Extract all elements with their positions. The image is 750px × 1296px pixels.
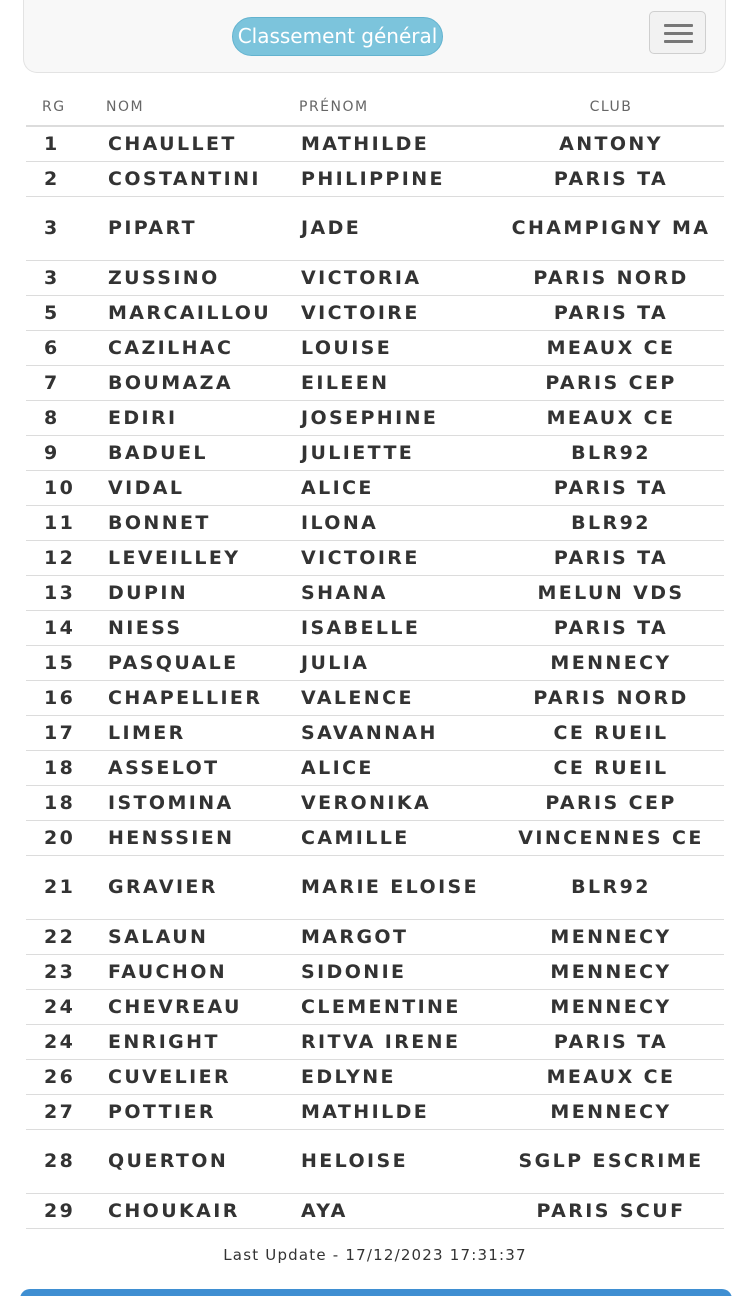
table-header-row <box>26 88 724 126</box>
club-cell: PARIS SCUF <box>498 1193 724 1228</box>
nom-cell: ISTOMINA <box>96 785 293 820</box>
nom-cell: SALAUN <box>96 919 293 954</box>
nom-cell: BONNET <box>96 505 293 540</box>
rank-cell: 22 <box>26 919 96 954</box>
prenom-cell: ALICE <box>293 750 498 785</box>
rank-cell: 3 <box>26 196 96 260</box>
club-cell: PARIS TA <box>498 540 724 575</box>
table-row <box>26 260 724 295</box>
nom-cell: HENSSIEN <box>96 820 293 855</box>
table-row <box>26 1024 724 1059</box>
nom-cell: DUPIN <box>96 575 293 610</box>
table-row <box>26 954 724 989</box>
nom-cell: ENRIGHT <box>96 1024 293 1059</box>
hamburger-icon <box>664 24 693 27</box>
hamburger-icon-line <box>664 40 693 43</box>
prenom-cell: VICTORIA <box>293 260 498 295</box>
club-cell: MEAUX CE <box>498 330 724 365</box>
club-cell: MELUN VDS <box>498 575 724 610</box>
prenom-cell: EILEEN <box>293 365 498 400</box>
prenom-cell: JADE <box>293 196 498 260</box>
rank-cell: 21 <box>26 855 96 919</box>
club-cell: PARIS TA <box>498 610 724 645</box>
top-navbar <box>23 0 726 73</box>
club-cell: MENNECY <box>498 919 724 954</box>
nom-cell: CHEVREAU <box>96 989 293 1024</box>
club-cell: PARIS TA <box>498 470 724 505</box>
table-body <box>26 126 724 1228</box>
rank-cell: 27 <box>26 1094 96 1129</box>
prenom-cell: VALENCE <box>293 680 498 715</box>
table-row <box>26 126 724 161</box>
table-row <box>26 505 724 540</box>
table-row <box>26 575 724 610</box>
table-row <box>26 161 724 196</box>
nom-cell: VIDAL <box>96 470 293 505</box>
nom-cell: EDIRI <box>96 400 293 435</box>
table-row <box>26 785 724 820</box>
table-row <box>26 1129 724 1193</box>
rank-cell: 3 <box>26 260 96 295</box>
table-row <box>26 1059 724 1094</box>
table-row <box>26 196 724 260</box>
prenom-cell: AYA <box>293 1193 498 1228</box>
club-cell: MENNECY <box>498 1094 724 1129</box>
prenom-cell: SIDONIE <box>293 954 498 989</box>
rank-cell: 9 <box>26 435 96 470</box>
prenom-cell: CAMILLE <box>293 820 498 855</box>
table-row <box>26 680 724 715</box>
prenom-cell: RITVA IRENE <box>293 1024 498 1059</box>
table-row <box>26 435 724 470</box>
nom-cell: COSTANTINI <box>96 161 293 196</box>
table-row <box>26 295 724 330</box>
club-cell: PARIS CEP <box>498 785 724 820</box>
prenom-cell: SAVANNAH <box>293 715 498 750</box>
prenom-cell: CLEMENTINE <box>293 989 498 1024</box>
club-cell: BLR92 <box>498 435 724 470</box>
nom-cell: NIESS <box>96 610 293 645</box>
header-prenom: PRÉNOM <box>293 88 498 126</box>
prenom-cell: MARIE ELOISE <box>293 855 498 919</box>
rank-cell: 28 <box>26 1129 96 1193</box>
classement-general-button[interactable]: Classement général <box>232 17 443 56</box>
club-cell: BLR92 <box>498 505 724 540</box>
rank-cell: 29 <box>26 1193 96 1228</box>
ranking-table <box>26 88 724 1229</box>
table-row <box>26 1094 724 1129</box>
prenom-cell: VERONIKA <box>293 785 498 820</box>
nom-cell: CHAPELLIER <box>96 680 293 715</box>
rank-cell: 10 <box>26 470 96 505</box>
table-row <box>26 470 724 505</box>
club-cell: MENNECY <box>498 989 724 1024</box>
nom-cell: CHAULLET <box>96 126 293 161</box>
table-row <box>26 855 724 919</box>
prenom-cell: MATHILDE <box>293 1094 498 1129</box>
table-row <box>26 645 724 680</box>
club-cell: BLR92 <box>498 855 724 919</box>
prenom-cell: ISABELLE <box>293 610 498 645</box>
nom-cell: LEVEILLEY <box>96 540 293 575</box>
prenom-cell: EDLYNE <box>293 1059 498 1094</box>
table-row <box>26 540 724 575</box>
prenom-cell: JOSEPHINE <box>293 400 498 435</box>
rank-cell: 2 <box>26 161 96 196</box>
prenom-cell: JULIA <box>293 645 498 680</box>
prenom-cell: HELOISE <box>293 1129 498 1193</box>
nom-cell: BADUEL <box>96 435 293 470</box>
table-row <box>26 400 724 435</box>
nom-cell: BOUMAZA <box>96 365 293 400</box>
prenom-cell: JULIETTE <box>293 435 498 470</box>
club-cell: CE RUEIL <box>498 750 724 785</box>
prenom-cell: VICTOIRE <box>293 295 498 330</box>
rank-cell: 24 <box>26 989 96 1024</box>
rank-cell: 18 <box>26 750 96 785</box>
club-cell: ANTONY <box>498 126 724 161</box>
nom-cell: LIMER <box>96 715 293 750</box>
prenom-cell: ILONA <box>293 505 498 540</box>
rank-cell: 6 <box>26 330 96 365</box>
header-rank: RG <box>26 88 96 126</box>
table-row <box>26 820 724 855</box>
club-cell: PARIS NORD <box>498 260 724 295</box>
nom-cell: PIPART <box>96 196 293 260</box>
header-nom: NOM <box>96 88 293 126</box>
rank-cell: 1 <box>26 126 96 161</box>
bottom-bar <box>20 1289 732 1296</box>
club-cell: CHAMPIGNY MA <box>498 196 724 260</box>
club-cell: PARIS TA <box>498 161 724 196</box>
rank-cell: 15 <box>26 645 96 680</box>
header-club: CLUB <box>498 88 724 126</box>
nom-cell: CUVELIER <box>96 1059 293 1094</box>
table-row <box>26 989 724 1024</box>
rank-cell: 24 <box>26 1024 96 1059</box>
nom-cell: POTTIER <box>96 1094 293 1129</box>
rank-cell: 18 <box>26 785 96 820</box>
last-update-text: Last Update - 17/12/2023 17:31:37 <box>223 1246 527 1264</box>
table-row <box>26 330 724 365</box>
rank-cell: 23 <box>26 954 96 989</box>
club-cell: MENNECY <box>498 954 724 989</box>
nom-cell: CHOUKAIR <box>96 1193 293 1228</box>
nom-cell: GRAVIER <box>96 855 293 919</box>
prenom-cell: MARGOT <box>293 919 498 954</box>
club-cell: PARIS TA <box>498 1024 724 1059</box>
club-cell: MEAUX CE <box>498 400 724 435</box>
club-cell: PARIS NORD <box>498 680 724 715</box>
club-cell: VINCENNES CE <box>498 820 724 855</box>
rank-cell: 14 <box>26 610 96 645</box>
rank-cell: 11 <box>26 505 96 540</box>
table-row <box>26 610 724 645</box>
hamburger-menu-button[interactable] <box>649 11 706 54</box>
club-cell: MEAUX CE <box>498 1059 724 1094</box>
prenom-cell: SHANA <box>293 575 498 610</box>
prenom-cell: MATHILDE <box>293 126 498 161</box>
prenom-cell: PHILIPPINE <box>293 161 498 196</box>
nom-cell: QUERTON <box>96 1129 293 1193</box>
prenom-cell: ALICE <box>293 470 498 505</box>
rank-cell: 7 <box>26 365 96 400</box>
rank-cell: 13 <box>26 575 96 610</box>
rank-cell: 26 <box>26 1059 96 1094</box>
club-cell: PARIS TA <box>498 295 724 330</box>
table-row <box>26 1193 724 1228</box>
nom-cell: PASQUALE <box>96 645 293 680</box>
table-row <box>26 919 724 954</box>
nom-cell: ZUSSINO <box>96 260 293 295</box>
nom-cell: ASSELOT <box>96 750 293 785</box>
rank-cell: 17 <box>26 715 96 750</box>
table-row <box>26 365 724 400</box>
prenom-cell: LOUISE <box>293 330 498 365</box>
hamburger-icon-line <box>664 32 693 35</box>
club-cell: PARIS CEP <box>498 365 724 400</box>
club-cell: SGLP ESCRIME <box>498 1129 724 1193</box>
table-row <box>26 750 724 785</box>
rank-cell: 20 <box>26 820 96 855</box>
nom-cell: FAUCHON <box>96 954 293 989</box>
nom-cell: MARCAILLOU <box>96 295 293 330</box>
club-cell: CE RUEIL <box>498 715 724 750</box>
rank-cell: 12 <box>26 540 96 575</box>
rank-cell: 16 <box>26 680 96 715</box>
nom-cell: CAZILHAC <box>96 330 293 365</box>
rank-cell: 5 <box>26 295 96 330</box>
club-cell: MENNECY <box>498 645 724 680</box>
prenom-cell: VICTOIRE <box>293 540 498 575</box>
table-row <box>26 715 724 750</box>
rank-cell: 8 <box>26 400 96 435</box>
